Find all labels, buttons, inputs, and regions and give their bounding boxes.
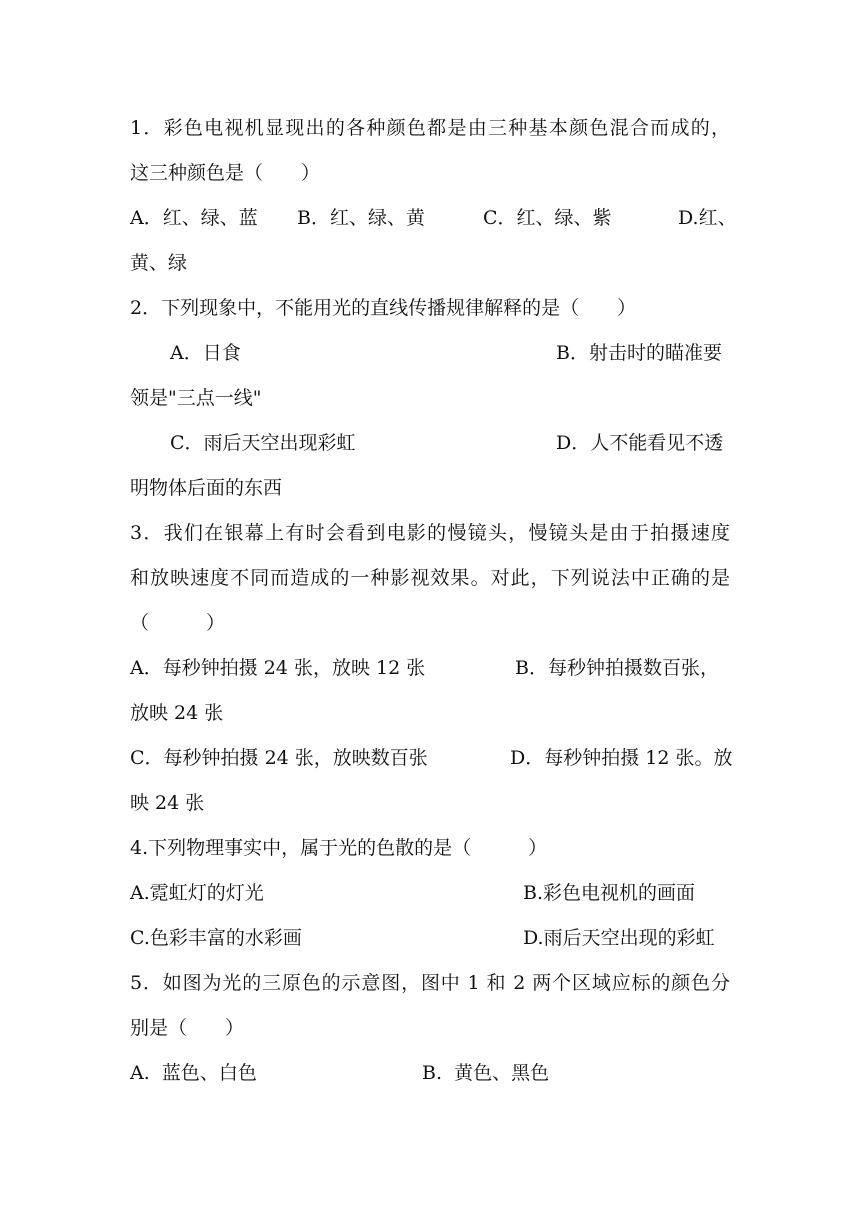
question-2-option-c: C．雨后天空出现彩虹 <box>170 432 356 454</box>
question-3-option-b-continued: 放映 24 张 <box>130 702 224 724</box>
question-1-option-b: B．红、绿、黄 <box>297 207 425 229</box>
question-5-text-line-2: 别是（ ） <box>130 1017 245 1039</box>
question-1-options-row <box>130 206 737 230</box>
question-4-option-d: D.雨后天空出现的彩虹 <box>523 927 715 949</box>
question-5-text-line-1: 5．如图为光的三原色的示意图，图中 1 和 2 两个区域应标的颜色分 <box>130 972 730 994</box>
question-2-option-b: B．射击时的瞄准要 <box>556 342 722 364</box>
question-3-options-row-1 <box>130 656 730 680</box>
question-1-option-d: D.红、 <box>678 207 737 229</box>
question-3-text-line-2: 和放映速度不同而造成的一种影视效果。对此，下列说法中正确的是 <box>130 567 730 589</box>
question-1-text-line-1: 1．彩色电视机显现出的各种颜色都是由三种基本颜色混合而成的， <box>130 117 730 139</box>
question-4-options-row-2 <box>130 926 730 950</box>
question-4-option-b: B.彩色电视机的画面 <box>523 882 696 904</box>
question-3-option-b: B．每秒钟拍摄数百张， <box>515 657 719 679</box>
question-5-option-a: A. 蓝色、白色 <box>130 1062 257 1084</box>
question-3-option-c: C．每秒钟拍摄 24 张，放映数百张 <box>130 747 428 769</box>
question-2-option-d: D．人不能看见不透 <box>556 432 724 454</box>
question-2-text: 2．下列现象中，不能用光的直线传播规律解释的是（ ） <box>130 297 637 319</box>
question-3-options-row-2 <box>130 746 733 770</box>
question-5-option-b: B. 黄色、黑色 <box>422 1062 550 1084</box>
question-3-option-d-continued: 映 24 张 <box>130 792 205 814</box>
question-1-text-line-2: 这三种颜色是（ ） <box>130 162 321 184</box>
question-3-text-line-3: （ ） <box>130 612 226 634</box>
question-2-option-a: A．日食 <box>170 342 241 364</box>
question-3-option-d: D．每秒钟拍摄 12 张。放 <box>510 747 733 769</box>
question-4-option-a: A.霓虹灯的灯光 <box>130 882 264 904</box>
question-2-options-row-1 <box>130 341 730 365</box>
question-1-option-d-continued: 黄、绿 <box>130 252 188 274</box>
question-3-option-a: A．每秒钟拍摄 24 张，放映 12 张 <box>130 657 426 679</box>
question-4-text: 4.下列物理事实中，属于光的色散的是（ ） <box>130 837 548 859</box>
question-2-option-b-continued: 领是"三点一线" <box>130 387 262 409</box>
question-1-option-c: C．红、绿、紫 <box>483 207 612 229</box>
question-1-option-a: A．红、绿、蓝 <box>130 207 258 229</box>
question-2-options-row-2 <box>130 431 730 455</box>
question-4-option-c: C.色彩丰富的水彩画 <box>130 927 302 949</box>
question-3-text-line-1: 3．我们在银幕上有时会看到电影的慢镜头，慢镜头是由于拍摄速度 <box>130 522 730 544</box>
question-4-options-row-1 <box>130 881 730 905</box>
question-2-option-d-continued: 明物体后面的东西 <box>130 477 283 499</box>
question-5-options-row <box>130 1061 730 1085</box>
